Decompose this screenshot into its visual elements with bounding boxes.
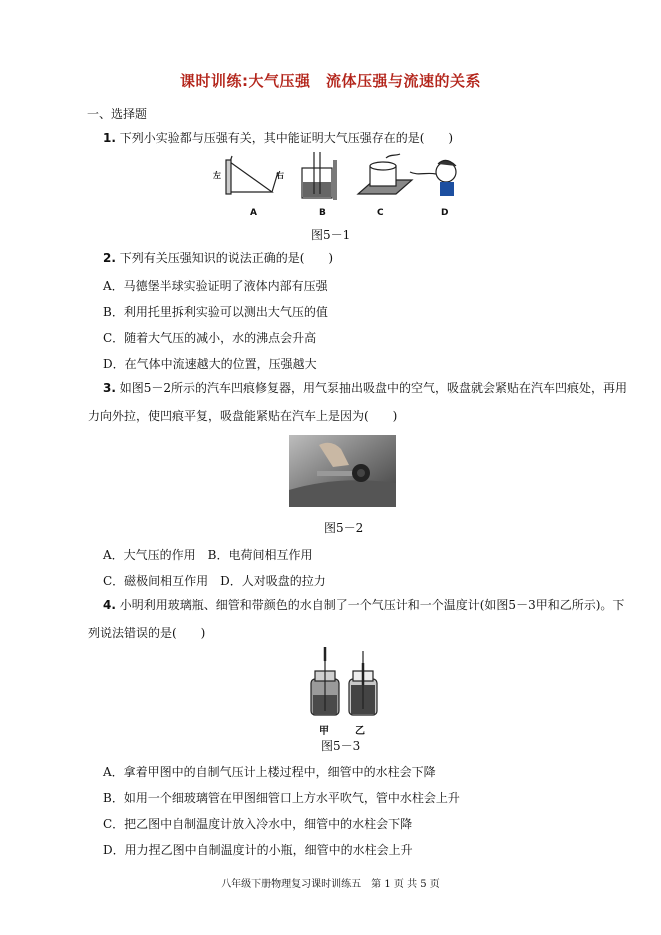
figure-5-2-photo	[289, 435, 396, 507]
figure-c-drawing	[358, 154, 412, 194]
figure-caption: 图5－3	[321, 739, 361, 753]
figure-5-1	[210, 150, 470, 220]
figure-d-drawing	[410, 160, 456, 196]
option-d: D．在气体中流速越大的位置，压强越大	[103, 357, 317, 371]
question-3	[103, 375, 627, 401]
page-footer: 八年级下册物理复习课时训练五 第 1 页 共 5 页	[221, 879, 440, 890]
option-row-ab: A．大气压的作用 B．电荷间相互作用	[103, 548, 313, 562]
figure-5-3	[305, 645, 385, 720]
figure-label-a: A	[250, 208, 257, 218]
question-2	[103, 245, 333, 271]
section-heading: 一、选择题	[87, 107, 148, 121]
question-1	[103, 125, 453, 151]
question-number: 2.	[103, 251, 116, 265]
question-text: 下列小实验都与压强有关，其中能证明大气压强存在的是( )	[119, 131, 454, 145]
thermometer-bottle	[349, 651, 377, 715]
option-d: D．用力捏乙图中自制温度计的小瓶，细管中的水柱会上升	[103, 843, 413, 857]
option-b: B．如用一个细玻璃管在甲图细管口上方水平吹气，管中水柱会上升	[103, 791, 460, 805]
option-a: A．拿着甲图中的自制气压计上楼过程中，细管中的水柱会下降	[103, 765, 436, 779]
question-text: 如图5－2所示的汽车凹痕修复器，用气泵抽出吸盘中的空气，吸盘就会紧贴在汽车凹痕处，再用	[119, 381, 628, 395]
question-number: 4.	[103, 598, 116, 612]
figure-caption: 图5－2	[324, 521, 364, 535]
figure-label-yi: 乙	[355, 726, 365, 737]
question-4	[103, 592, 624, 618]
option-a: A．马德堡半球实验证明了液体内部有压强	[103, 279, 328, 293]
figure-label-jia: 甲	[319, 726, 329, 737]
question-number: 1.	[103, 131, 116, 145]
option-row-cd: C．磁极间相互作用 D．人对吸盘的拉力	[103, 574, 326, 588]
question-text: 小明利用玻璃瓶、细管和带颜色的水自制了一个气压计和一个温度计(如图5－3甲和乙所示)。下	[119, 598, 625, 612]
question-text-continued: 力向外拉，使凹痕平复，吸盘能紧贴在汽车上是因为( )	[88, 409, 398, 423]
question-text: 下列有关压强知识的说法正确的是( )	[119, 251, 334, 265]
figure-b-drawing	[302, 152, 336, 200]
figure-label-d: D	[441, 208, 449, 218]
figure-label-c: C	[377, 208, 384, 218]
figure-a-drawing	[226, 156, 278, 194]
question-text-continued: 列说法错误的是( )	[88, 626, 206, 640]
option-c: C．把乙图中自制温度计放入冷水中，细管中的水柱会下降	[103, 817, 413, 831]
figure-label-b: B	[319, 208, 326, 218]
barometer-bottle	[311, 647, 339, 715]
option-c: C．随着大气压的减小，水的沸点会升高	[103, 331, 317, 345]
figure-caption: 图5－1	[311, 228, 351, 242]
option-b: B．利用托里拆利实验可以测出大气压的值	[103, 305, 328, 319]
figure-left-label: 左	[213, 171, 221, 180]
figure-right-label: 右	[276, 171, 284, 180]
question-number: 3.	[103, 381, 116, 395]
page-title: 课时训练:大气压强 流体压强与流速的关系	[179, 72, 481, 90]
